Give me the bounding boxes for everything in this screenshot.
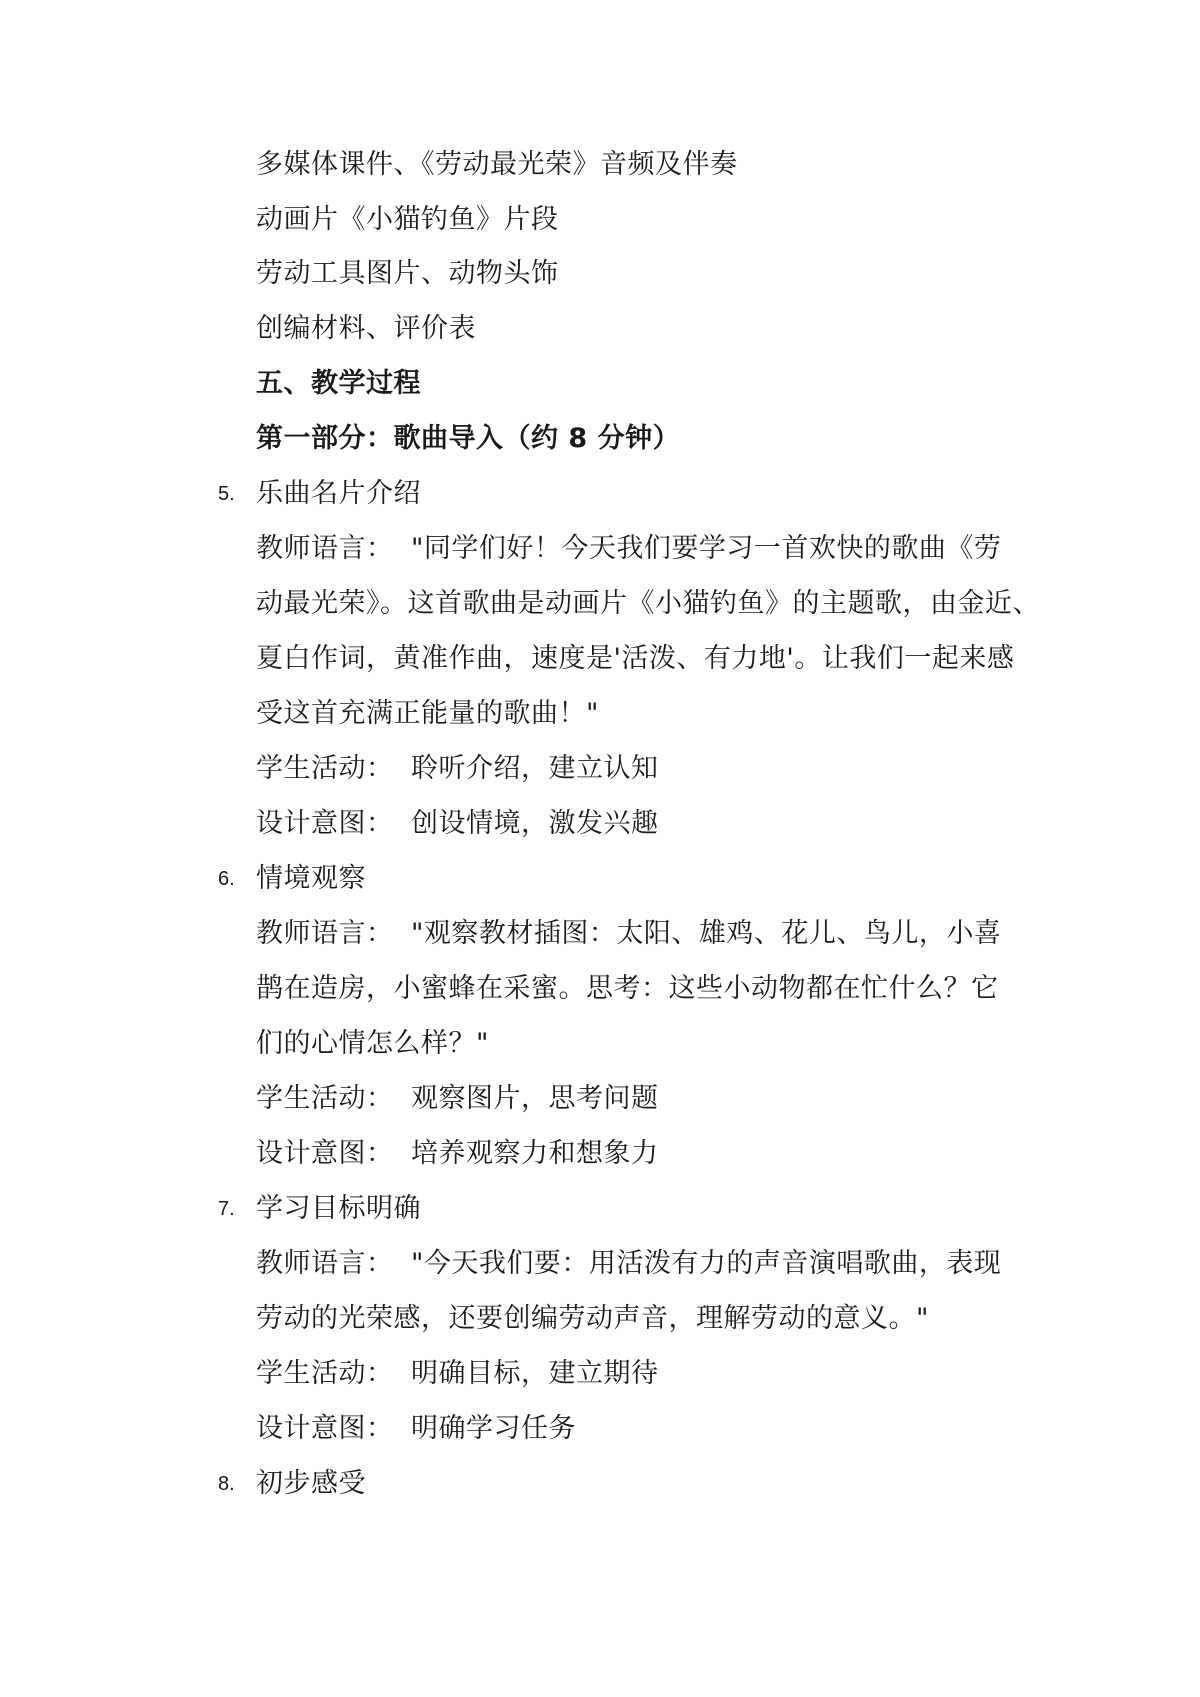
student-text: 明确目标，建立期待	[411, 1358, 659, 1389]
teacher-label: 教师语言：	[256, 918, 394, 949]
student-text: 聆听介绍，建立认知	[411, 753, 659, 784]
student-activity	[256, 1356, 659, 1392]
item-title: 学习目标明确	[256, 1193, 421, 1224]
item-title: 初步感受	[256, 1468, 366, 1499]
student-activity	[256, 751, 659, 787]
intent-text: 明确学习任务	[411, 1413, 576, 1444]
item-title: 情境观察	[256, 863, 366, 894]
teacher-speech	[256, 531, 1001, 567]
teacher-text-line: "今天我们要：用活泼有力的声音演唱歌曲，表现	[411, 1248, 1002, 1279]
material-item: 动画片《小猫钓鱼》片段	[256, 204, 559, 235]
student-text: 观察图片，思考问题	[411, 1083, 659, 1114]
section-heading: 五、教学过程	[256, 368, 421, 399]
teacher-text-line: "观察教材插图：太阳、雄鸡、花儿、鸟儿，小喜	[411, 918, 1002, 949]
part-heading: 第一部分：歌曲导入（约 8 分钟）	[256, 423, 681, 454]
teacher-speech	[256, 1246, 1001, 1282]
teacher-label: 教师语言：	[256, 1248, 394, 1279]
teacher-text-line: "同学们好！今天我们要学习一首欢快的歌曲《劳	[411, 533, 1002, 564]
teacher-text-line: 劳动的光荣感，还要创编劳动声音，理解劳动的意义。"	[256, 1303, 929, 1334]
teacher-text-line: 夏白作词，黄准作曲，速度是'活泼、有力地'。让我们一起来感	[256, 643, 1015, 674]
intent-text: 创设情境，激发兴趣	[411, 808, 659, 839]
intent-label: 设计意图：	[256, 808, 394, 839]
intent-text: 培养观察力和想象力	[411, 1138, 659, 1169]
material-item: 劳动工具图片、动物头饰	[256, 258, 559, 289]
intent-label: 设计意图：	[256, 1413, 394, 1444]
intent-label: 设计意图：	[256, 1138, 394, 1169]
design-intent	[256, 1136, 659, 1172]
teacher-text-line: 动最光荣》。这首歌曲是动画片《小猫钓鱼》的主题歌，由金近、	[256, 588, 1040, 619]
teacher-text-line: 鹊在造房，小蜜蜂在采蜜。思考：这些小动物都在忙什么？它	[256, 973, 999, 1004]
design-intent	[256, 1411, 576, 1447]
item-number: 5.	[218, 483, 235, 505]
item-number: 6.	[218, 868, 235, 890]
item-number: 8.	[218, 1473, 235, 1495]
student-activity	[256, 1081, 659, 1117]
teacher-text-line: 们的心情怎么样？"	[256, 1028, 489, 1059]
material-item: 创编材料、评价表	[256, 313, 476, 344]
student-label: 学生活动：	[256, 753, 394, 784]
student-label: 学生活动：	[256, 1083, 394, 1114]
item-number: 7.	[218, 1198, 235, 1220]
student-label: 学生活动：	[256, 1358, 394, 1389]
material-item: 多媒体课件、《劳动最光荣》音频及伴奏	[256, 149, 738, 180]
teacher-label: 教师语言：	[256, 533, 394, 564]
teacher-text-line: 受这首充满正能量的歌曲！"	[256, 698, 599, 729]
teacher-speech	[256, 916, 1001, 952]
design-intent	[256, 806, 659, 842]
item-title: 乐曲名片介绍	[256, 478, 421, 509]
